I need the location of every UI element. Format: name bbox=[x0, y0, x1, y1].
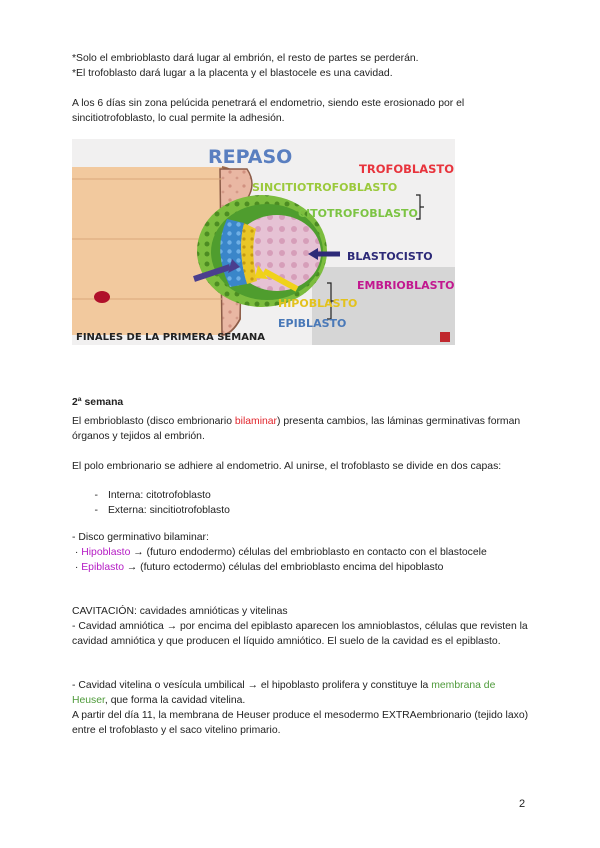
cavitacion-title: CAVITACIÓN: cavidades amnióticas y vitelinas bbox=[72, 606, 288, 617]
semana2-paragraph-1: El embrioblasto (disco embrionario bilaminar) presenta cambios, las láminas germinativas forman órganos y tejidos al embrión. bbox=[72, 416, 521, 442]
heuser-term: membrana de Heuser bbox=[72, 680, 496, 706]
label-trofoblasto: TROFOBLASTO bbox=[359, 162, 455, 176]
intro-notes bbox=[72, 51, 534, 81]
epiblasto-line: · Epiblasto → (futuro ectodermo) células del embrioblasto encima del hipoblasto bbox=[74, 562, 444, 573]
label-citotrofoblasto: CITOTROFOBLASTO bbox=[298, 207, 418, 220]
label-hipoblasto: HIPOBLASTO bbox=[278, 297, 358, 310]
disco-title: - Disco germinativo bilaminar: bbox=[72, 532, 209, 543]
bilaminar-term: bilaminar bbox=[234, 416, 278, 427]
figure-caption: FINALES DE LA PRIMERA SEMANA bbox=[76, 332, 266, 343]
semana2-paragraph-2: El polo embrionario se adhiere al endometrio. Al unirse, el trofoblasto se divide en dos capas: bbox=[72, 461, 502, 472]
section-heading: 2ª semana bbox=[72, 397, 124, 408]
label-epiblasto: EPIBLASTO bbox=[278, 317, 347, 330]
figure-title: REPASO bbox=[208, 146, 293, 168]
corner-logo bbox=[440, 332, 450, 342]
label-sincitiotrofoblasto: SINCITIOTROFOBLASTO bbox=[252, 181, 398, 194]
day6-paragraph: A los 6 días sin zona pelúcida penetrará el endometrio, siendo este erosionado por el sincitiotrofoblasto, lo cual permite la adhesión. bbox=[72, 98, 465, 124]
list-item: - Interna: citotrofoblasto bbox=[94, 490, 211, 501]
label-embrioblasto: EMBRIOBLASTO bbox=[357, 279, 455, 292]
repaso-figure bbox=[72, 139, 455, 345]
label-blastocisto: BLASTOCISTO bbox=[347, 250, 433, 263]
disco-section bbox=[72, 530, 534, 575]
list-item: - Externa: sincitiotrofoblasto bbox=[94, 505, 230, 516]
intro-line-2: *El trofoblasto dará lugar a la placenta y el blastocele es una cavidad. bbox=[72, 68, 393, 79]
hipoblasto-line: · Hipoblasto → (futuro endodermo) células del embrioblasto en contacto con el blastocele bbox=[74, 547, 487, 558]
capas-list bbox=[72, 488, 534, 518]
cavidad-vitelina-paragraph: - Cavidad vitelina o vesícula umbilical → el hipoblasto prolifera y constituye la membrana de Heuser, que forma la cavidad vitelina. bbox=[72, 680, 496, 706]
blastocyst-diagram bbox=[72, 139, 455, 345]
dia11-paragraph: A partir del día 11, la membrana de Heuser produce el mesodermo EXTRAembrionario (tejido laxo) entre el trofoblasto y el saco vitelino primario. bbox=[72, 710, 529, 736]
page-number: 2 bbox=[519, 798, 526, 810]
cavidad-amniotica-paragraph: - Cavidad amniótica → por encima del epiblasto aparecen los amnioblastos, células que revisten la cavidad amniótica y que producen el líquido amniótico. El suelo de la cavidad es el epiblasto. bbox=[72, 621, 528, 647]
intro-line-1: *Solo el embrioblasto dará lugar al embrión, el resto de partes se perderán. bbox=[72, 53, 419, 64]
